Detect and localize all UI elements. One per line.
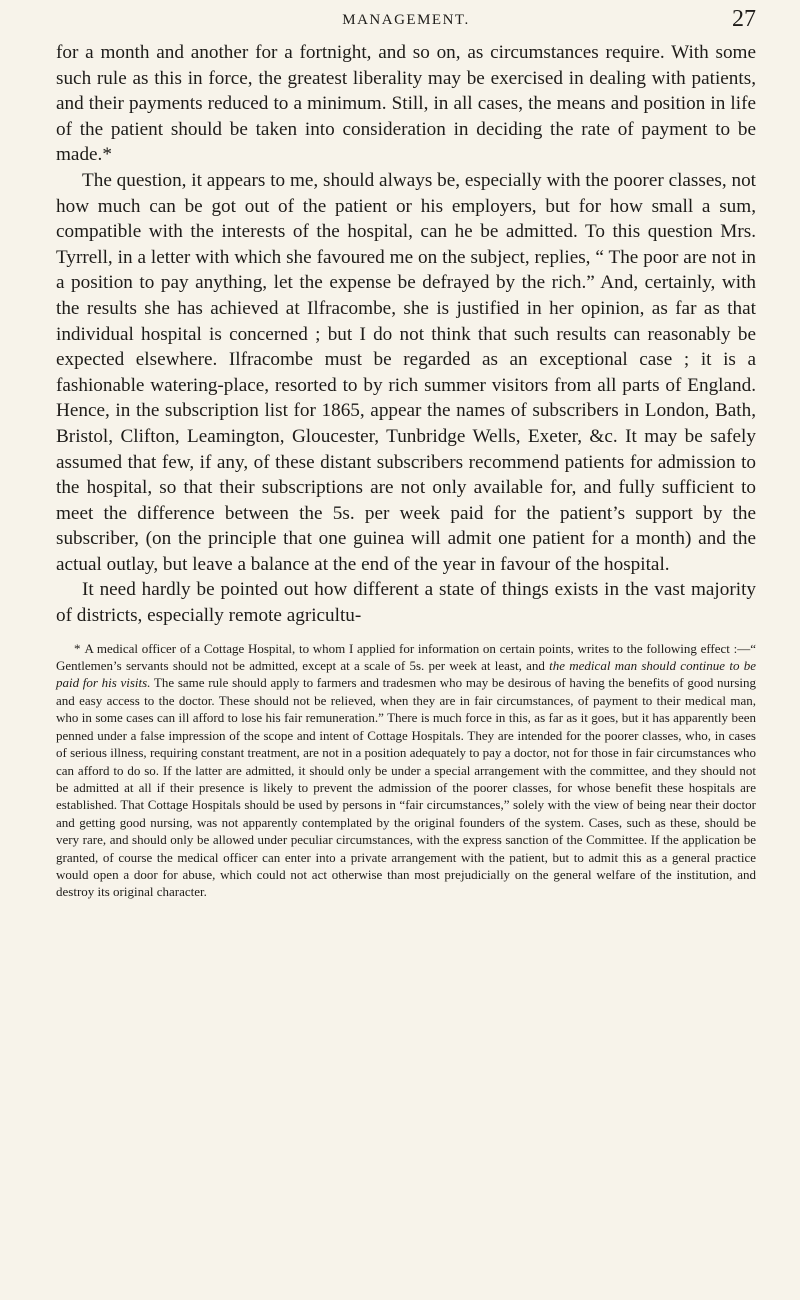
footnote-italic-text: the medical man should continue to be paid for his visits. (56, 658, 756, 691)
running-title: MANAGEMENT. (342, 12, 470, 28)
footnote-text: A medical officer of a Cottage Hospital, to whom I applied for information on certain points, writes to the following effect :—“ Gentlemen’s servants should not be admitted, except at a scale of 5s. per week at least, and (56, 640, 756, 674)
main-text (56, 40, 756, 629)
footnote-text-continued: The same rule should apply to farmers and tradesmen who may be desirous of having the benefits of good nursing and easy access to the doctor. These should not be relieved, when they are in fair circumstances, of payment to their medical man, who in some cases can ill afford to lose his fair remuneration.” There is much force in this, as far as it goes, but it has apparently been penned under a false impression of the scope and intent of Cottage Hospitals. They are intended for the poorer classes, who, in cases of serious illness, requiring constant treatment, are not in a position adequately to pay a doctor, not for those in fair circumstances who can afford to do so. If the latter are admitted, it should only be under a special arrangement with the committee, and they should not be admitted at all if their presence is likely to prevent the admission of the poorer classes, for whose benefit these hospitals are established. That Cottage Hospitals should be used by persons in “fair circumstances,” solely with the view of being near their doctor and getting good nursing, was not apparently contemplated by the original founders of the system. Cases, such as these, should be very rare, and should only be allowed under peculiar circumstances, with the express sanction of the Committee. If the application be granted, of course the medical officer can enter into a private arrangement with the patient, but to admit this as a general practice would open a door for abuse, which could not act otherwise than most prejudicially on the general welfare of the institution, and destroy its original character. (56, 675, 756, 900)
paragraph: It need hardly be pointed out how different a state of things exists in the vast majority of districts, especially remote agricultu- (56, 579, 756, 627)
paragraph: The question, it appears to me, should always be, especially with the poorer classes, not how much can be got out of the patient or his employers, but for how small a sum, compatible with the interests of the hospital, can he be admitted. To this question Mrs. Tyrrell, in a letter with which she favoured me on the subject, replies, “ The poor are not in a position to pay anything, let the expense be defrayed by the rich.” And, certainly, with the results she has achieved at Ilfracombe, she is justified in her opinion, as far as that individual hospital is concerned ; but I do not think that such results can reasonably be expected elsewhere. Ilfracombe must be regarded as an exceptional case ; it is a fashionable watering-place, resorted to by rich summer visitors from all parts of England. Hence, in the subscription list for 1865, appear the names of subscribers in London, Bath, Bristol, Clifton, Leamington, Gloucester, Tunbridge Wells, Exeter, &c. It may be safely assumed that few, if any, of these distant subscribers recommend patients for admission to the hospital, so that their subscriptions are not only available for, and fully sufficient to meet the difference between the 5s. per week paid for the patient’s support by the subscriber, (on the principle that one guinea will admit one patient for a month) and the actual outlay, but leave a balance at the end of the year in favour of the hospital. (56, 169, 756, 575)
footnote (56, 640, 756, 901)
page-number: 27 (732, 6, 756, 32)
page-header (56, 6, 756, 40)
paragraph: for a month and another for a fortnight, and so on, as circumstances require. With some such rule as this in force, the greatest liberality may be exercised in dealing with patients, and their payments reduced to a minimum. Still, in all cases, the means and position in life of the patient should be taken into consideration in deciding the rate of payment to be made.* (56, 42, 756, 166)
footnote-marker: * (74, 640, 81, 656)
